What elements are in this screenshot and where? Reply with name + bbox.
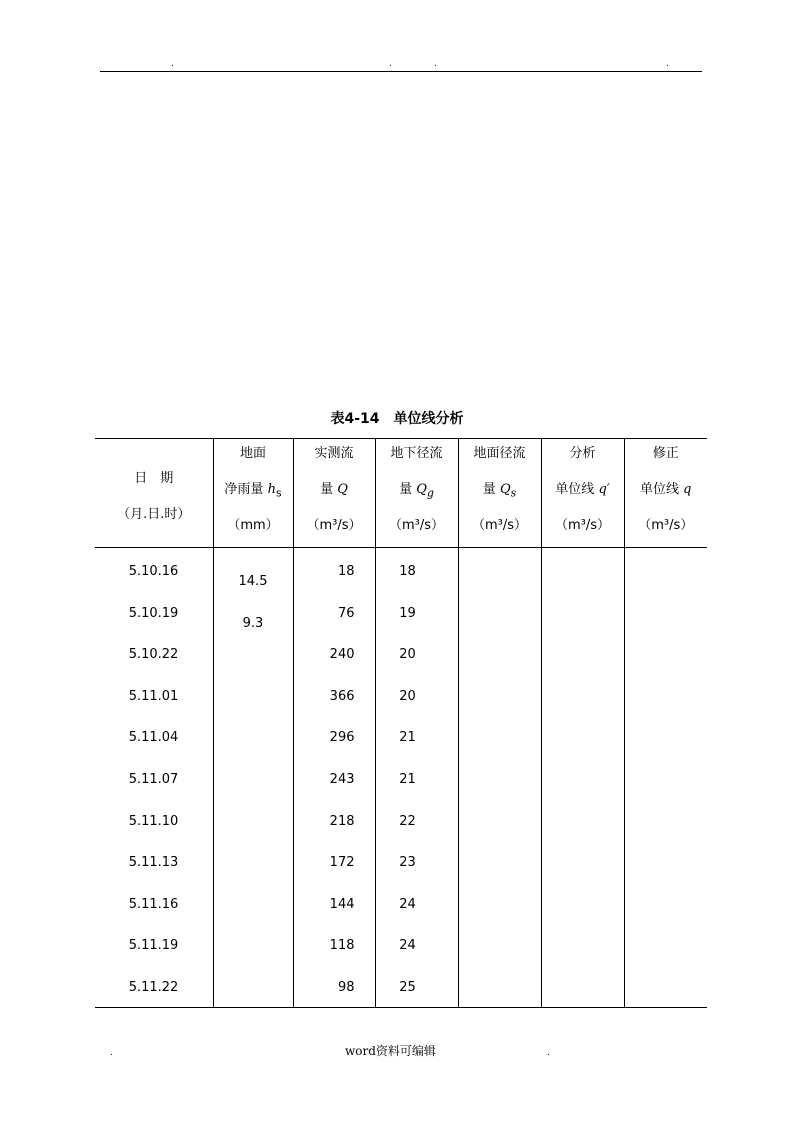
header-dot: . bbox=[171, 59, 174, 69]
measured-flow-cell: 76 bbox=[337, 605, 355, 621]
col-header-rain bbox=[213, 439, 293, 548]
col-unit: （m³/s） bbox=[388, 518, 445, 533]
table-number: 表4-14 bbox=[330, 411, 380, 427]
col-subscript: s bbox=[510, 486, 517, 500]
groundwater-flow-cell: 23 bbox=[399, 855, 416, 871]
col-symbol: q′ bbox=[598, 482, 610, 497]
col-header-line1: 地面径流 bbox=[473, 446, 526, 461]
col-unit: （m³/s） bbox=[554, 518, 611, 533]
date-cell: 5.10.19 bbox=[128, 605, 179, 621]
header-dot: . bbox=[434, 59, 437, 69]
table-title: 单位线分析 bbox=[393, 411, 464, 427]
col-header-line2: 量 bbox=[320, 482, 334, 497]
footer-dot: . bbox=[547, 1048, 550, 1058]
col-header-line2-wrap bbox=[542, 477, 624, 503]
groundwater-flow-cell: 21 bbox=[399, 730, 416, 746]
date-cell: 5.11.16 bbox=[128, 896, 179, 912]
col-header-line1: 实测流 bbox=[314, 446, 354, 461]
col-header-line1: 地下径流 bbox=[390, 446, 443, 461]
groundwater-flow-cell: 20 bbox=[399, 647, 416, 663]
col-symbol: Q bbox=[416, 482, 427, 497]
col-header-line1: 修正 bbox=[652, 446, 679, 461]
col-header-line1: 地面 bbox=[239, 446, 266, 461]
col-header-line2-wrap bbox=[214, 477, 293, 503]
col-header-qs bbox=[458, 439, 541, 548]
col-header-line2-wrap bbox=[625, 477, 708, 503]
measured-flow-cell: 144 bbox=[329, 896, 355, 912]
rain-cell: 14.5 bbox=[238, 574, 268, 589]
date-cell: 5.10.16 bbox=[128, 564, 179, 579]
date-cell: 5.11.04 bbox=[128, 730, 179, 746]
analysis-unit-column bbox=[541, 548, 624, 1008]
col-header-line2-wrap bbox=[376, 477, 458, 503]
col-unit: （m³/s） bbox=[638, 518, 694, 533]
rain-cell: 9.3 bbox=[242, 615, 264, 631]
date-cell: 5.11.10 bbox=[128, 813, 179, 829]
col-symbol: h bbox=[267, 482, 276, 497]
col-header-date bbox=[95, 439, 213, 548]
date-cell: 5.11.22 bbox=[128, 980, 179, 995]
col-symbol: Q bbox=[337, 482, 348, 497]
measured-flow-column bbox=[293, 548, 375, 1008]
groundwater-flow-cell: 22 bbox=[399, 813, 416, 829]
col-header-line2-wrap bbox=[459, 477, 541, 503]
measured-flow-cell: 172 bbox=[329, 855, 355, 871]
groundwater-flow-cell: 21 bbox=[399, 772, 416, 787]
surface-flow-column bbox=[458, 548, 541, 1008]
measured-flow-cell: 296 bbox=[329, 730, 355, 746]
corrected-unit-column bbox=[624, 548, 707, 1008]
groundwater-flow-cell: 25 bbox=[399, 980, 416, 995]
col-header-line2: 量 bbox=[482, 482, 496, 497]
footer-text: word资料可编辑 bbox=[345, 1044, 436, 1058]
unit-hydrograph-table bbox=[95, 438, 707, 1008]
measured-flow-cell: 98 bbox=[337, 980, 355, 995]
table-caption bbox=[0, 408, 794, 428]
col-header-line2: 单位线 bbox=[640, 482, 680, 497]
col-header-line1: 分析 bbox=[569, 446, 596, 461]
col-subscript: s bbox=[275, 486, 282, 500]
col-subscript: g bbox=[426, 486, 434, 500]
col-header-line2: 量 bbox=[399, 482, 413, 497]
footer-dot: . bbox=[110, 1048, 113, 1058]
date-cell: 5.11.07 bbox=[128, 772, 179, 787]
measured-flow-cell: 243 bbox=[329, 772, 355, 787]
date-cell: 5.11.01 bbox=[128, 688, 179, 704]
measured-flow-cell: 366 bbox=[329, 688, 355, 704]
col-header-q-corrected bbox=[624, 439, 707, 548]
date-cell: 5.11.13 bbox=[128, 855, 179, 871]
date-cell: 5.10.22 bbox=[128, 647, 179, 663]
groundwater-flow-cell: 20 bbox=[399, 688, 416, 704]
col-symbol: q bbox=[683, 482, 692, 497]
col-header-q bbox=[293, 439, 375, 548]
col-header-line2: （月.日.时） bbox=[117, 507, 191, 522]
groundwater-flow-column bbox=[375, 548, 458, 1008]
measured-flow-cell: 218 bbox=[329, 813, 355, 829]
col-unit: （m³/s） bbox=[306, 518, 362, 533]
groundwater-flow-cell: 19 bbox=[399, 605, 416, 621]
groundwater-flow-cell: 24 bbox=[399, 896, 416, 912]
col-unit: （mm） bbox=[227, 518, 279, 533]
header-rule bbox=[100, 71, 702, 72]
col-header-line2: 净雨量 bbox=[224, 482, 264, 497]
date-cell: 5.11.19 bbox=[128, 938, 179, 954]
col-symbol: Q bbox=[499, 482, 511, 497]
col-header-qg bbox=[375, 439, 458, 548]
header-dot: . bbox=[389, 59, 392, 69]
rain-column bbox=[213, 548, 293, 1008]
col-header-line2: 单位线 bbox=[555, 482, 595, 497]
measured-flow-cell: 240 bbox=[329, 647, 355, 663]
col-header-line1: 日 期 bbox=[134, 471, 174, 486]
col-header-line2-wrap bbox=[294, 477, 375, 503]
measured-flow-cell: 18 bbox=[337, 564, 355, 579]
header-dot: . bbox=[666, 59, 669, 69]
date-column bbox=[95, 548, 213, 1008]
measured-flow-cell: 118 bbox=[329, 938, 355, 954]
col-header-q-analysis bbox=[541, 439, 624, 548]
groundwater-flow-cell: 24 bbox=[399, 938, 416, 954]
groundwater-flow-cell: 18 bbox=[399, 564, 416, 579]
col-unit: （m³/s） bbox=[471, 518, 528, 533]
